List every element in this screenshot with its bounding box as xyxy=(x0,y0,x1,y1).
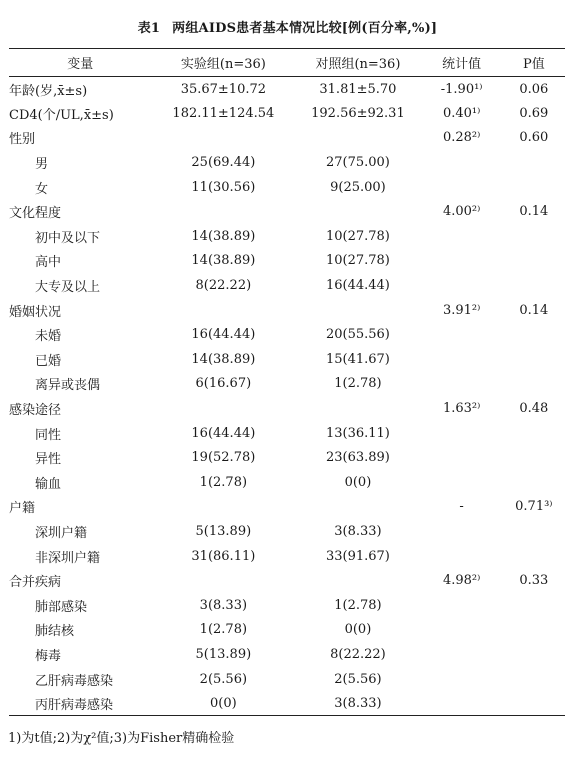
table-body xyxy=(9,77,565,716)
row-control-value: 1(2.78) xyxy=(334,376,382,392)
row-statistic-value xyxy=(421,273,503,298)
table-row xyxy=(9,249,565,274)
row-statistic-value: - xyxy=(459,499,464,515)
table-row xyxy=(9,101,565,126)
row-control-value: 23(63.89) xyxy=(325,450,390,466)
header-p-value: P值 xyxy=(503,49,565,77)
row-variable-label: 同性 xyxy=(35,427,62,443)
table-row xyxy=(9,77,565,102)
row-control-value xyxy=(295,396,420,421)
row-variable-label: 户籍 xyxy=(9,501,36,517)
table-row xyxy=(9,421,565,446)
header-variable: 变量 xyxy=(9,49,151,77)
table-row xyxy=(9,347,565,372)
table-header-row xyxy=(9,49,565,77)
row-p-value xyxy=(503,372,565,397)
table-row xyxy=(9,372,565,397)
row-statistic-value xyxy=(421,372,503,397)
row-p-value: 0.69 xyxy=(519,105,549,121)
baseline-table xyxy=(9,48,565,716)
row-variable-label: 感染途径 xyxy=(9,403,62,419)
row-variable-label: 高中 xyxy=(35,255,62,271)
row-variable-label: 女 xyxy=(35,181,49,197)
row-experimental-value: 11(30.56) xyxy=(191,179,256,195)
row-p-value xyxy=(503,470,565,495)
row-p-value xyxy=(503,445,565,470)
row-p-value: 0.14 xyxy=(519,204,549,220)
row-statistic-value xyxy=(421,322,503,347)
row-p-value xyxy=(503,642,565,667)
row-p-value xyxy=(503,347,565,372)
table-row xyxy=(9,126,565,151)
row-experimental-value: 5(13.89) xyxy=(195,646,252,662)
row-statistic-value: 4.00²⁾ xyxy=(442,204,481,220)
table-footnote: 1)为t值;2)为χ²值;3)为Fisher精确检验 xyxy=(8,731,235,746)
row-variable-label: 肺部感染 xyxy=(35,599,88,615)
row-experimental-value xyxy=(151,199,295,224)
table-row xyxy=(9,150,565,175)
row-p-value xyxy=(503,544,565,569)
table-row xyxy=(9,691,565,716)
row-experimental-value: 1(2.78) xyxy=(199,474,248,490)
row-statistic-value xyxy=(421,249,503,274)
row-experimental-value xyxy=(151,396,295,421)
row-control-value: 27(75.00) xyxy=(325,155,390,171)
row-p-value xyxy=(503,322,565,347)
header-experimental-group: 实验组(n=36) xyxy=(151,49,295,77)
row-statistic-value xyxy=(421,421,503,446)
row-p-value xyxy=(503,224,565,249)
row-statistic-value xyxy=(421,150,503,175)
table-row xyxy=(9,322,565,347)
table-number: 表1 xyxy=(137,21,161,36)
row-experimental-value: 1(2.78) xyxy=(199,622,248,638)
row-experimental-value xyxy=(151,495,295,520)
row-control-value: 10(27.78) xyxy=(325,253,390,269)
row-statistic-value: 0.40¹⁾ xyxy=(442,105,481,121)
row-experimental-value: 3(8.33) xyxy=(199,597,248,613)
row-statistic-value: 4.98²⁾ xyxy=(442,573,481,589)
row-control-value: 13(36.11) xyxy=(325,425,390,441)
row-variable-label: 文化程度 xyxy=(9,206,62,222)
row-control-value xyxy=(295,298,420,323)
row-statistic-value xyxy=(421,470,503,495)
table-row xyxy=(9,667,565,692)
row-p-value xyxy=(503,421,565,446)
row-variable-label: 婚姻状况 xyxy=(9,304,62,320)
table-row xyxy=(9,568,565,593)
header-statistic: 统计值 xyxy=(421,49,503,77)
row-variable-label: 大专及以上 xyxy=(35,280,101,296)
row-experimental-value: 19(52.78) xyxy=(191,450,256,466)
row-variable-label: 初中及以下 xyxy=(35,230,101,246)
row-control-value xyxy=(295,199,420,224)
row-control-value: 15(41.67) xyxy=(325,351,390,367)
row-statistic-value xyxy=(421,519,503,544)
row-control-value: 3(8.33) xyxy=(295,691,420,716)
row-p-value xyxy=(503,691,565,716)
row-experimental-value: 6(16.67) xyxy=(195,376,252,392)
table-row xyxy=(9,224,565,249)
row-control-value xyxy=(295,495,420,520)
row-experimental-value: 31(86.11) xyxy=(191,548,256,564)
row-control-value: 10(27.78) xyxy=(325,228,390,244)
header-control-group: 对照组(n=36) xyxy=(295,49,420,77)
row-experimental-value: 8(22.22) xyxy=(195,278,252,294)
row-variable-label: 非深圳户籍 xyxy=(35,550,101,566)
row-variable-label: 已婚 xyxy=(35,353,62,369)
row-control-value: 9(25.00) xyxy=(330,179,386,195)
table-row xyxy=(9,445,565,470)
row-statistic-value xyxy=(421,175,503,200)
row-statistic-value: 1.63²⁾ xyxy=(442,401,481,417)
row-experimental-value: 14(38.89) xyxy=(191,253,256,269)
row-control-value: 192.56±92.31 xyxy=(311,105,405,121)
table-title: 两组AIDS患者基本情况比较[例(百分率,%)] xyxy=(172,21,438,36)
row-statistic-value xyxy=(421,445,503,470)
row-variable-label: CD4(个/UL,x̄±s) xyxy=(9,107,114,123)
table-row xyxy=(9,199,565,224)
row-control-value: 20(55.56) xyxy=(325,327,390,343)
table-row xyxy=(9,593,565,618)
row-p-value: 0.33 xyxy=(519,573,549,589)
row-statistic-value xyxy=(421,618,503,643)
row-experimental-value: 0(0) xyxy=(151,691,295,716)
row-p-value xyxy=(503,519,565,544)
row-p-value: 0.48 xyxy=(519,401,549,417)
row-experimental-value: 182.11±124.54 xyxy=(172,105,275,121)
table-row xyxy=(9,273,565,298)
row-variable-label: 梅毒 xyxy=(35,648,62,664)
row-experimental-value xyxy=(151,126,295,151)
row-statistic-value: 0.28²⁾ xyxy=(442,130,481,146)
row-experimental-value: 35.67±10.72 xyxy=(180,81,267,97)
row-variable-label: 输血 xyxy=(35,476,62,492)
row-control-value: 1(2.78) xyxy=(334,597,382,613)
row-statistic-value xyxy=(421,642,503,667)
row-control-value xyxy=(295,568,420,593)
row-variable-label: 深圳户籍 xyxy=(35,525,88,541)
table-caption xyxy=(0,17,575,36)
row-p-value xyxy=(503,618,565,643)
table-row xyxy=(9,618,565,643)
row-p-value: 0.71³⁾ xyxy=(515,499,553,515)
row-control-value: 33(91.67) xyxy=(325,548,390,564)
row-p-value: 0.06 xyxy=(519,81,549,97)
row-control-value: 2(5.56) xyxy=(334,671,382,687)
row-experimental-value: 25(69.44) xyxy=(191,155,256,171)
row-statistic-value xyxy=(421,593,503,618)
row-statistic-value xyxy=(421,544,503,569)
table-row xyxy=(9,642,565,667)
row-experimental-value xyxy=(151,568,295,593)
table-row xyxy=(9,175,565,200)
row-p-value xyxy=(503,175,565,200)
row-statistic-value xyxy=(421,224,503,249)
row-statistic-value xyxy=(421,667,503,692)
row-experimental-value: 2(5.56) xyxy=(199,671,248,687)
row-variable-label: 未婚 xyxy=(35,329,62,345)
table-row xyxy=(9,544,565,569)
row-variable-label: 离异或丧偶 xyxy=(35,378,101,394)
row-variable-label: 年龄(岁,x̄±s) xyxy=(9,83,88,99)
table-row xyxy=(9,470,565,495)
row-variable-label: 男 xyxy=(35,157,49,173)
row-experimental-value: 16(44.44) xyxy=(191,327,256,343)
row-p-value xyxy=(503,249,565,274)
row-p-value xyxy=(503,593,565,618)
row-control-value: 0(0) xyxy=(344,622,372,638)
table-row xyxy=(9,396,565,421)
row-control-value: 8(22.22) xyxy=(330,646,386,662)
row-p-value: 0.14 xyxy=(519,302,549,318)
row-p-value xyxy=(503,150,565,175)
row-experimental-value: 5(13.89) xyxy=(195,523,252,539)
row-statistic-value xyxy=(421,347,503,372)
row-variable-label: 合并疾病 xyxy=(9,575,62,591)
table-row xyxy=(9,298,565,323)
row-variable-label: 肺结核 xyxy=(35,624,75,640)
row-experimental-value: 14(38.89) xyxy=(191,351,256,367)
row-p-value: 0.60 xyxy=(519,130,549,146)
row-control-value: 0(0) xyxy=(344,474,372,490)
row-statistic-value xyxy=(421,691,503,716)
row-statistic-value: 3.91²⁾ xyxy=(442,302,481,318)
row-control-value xyxy=(295,126,420,151)
row-variable-label: 性别 xyxy=(9,132,36,148)
row-control-value: 3(8.33) xyxy=(334,523,382,539)
table-row xyxy=(9,495,565,520)
row-p-value xyxy=(503,667,565,692)
row-experimental-value: 14(38.89) xyxy=(191,228,256,244)
row-experimental-value: 16(44.44) xyxy=(191,425,256,441)
row-p-value xyxy=(503,273,565,298)
row-statistic-value: -1.90¹⁾ xyxy=(440,81,483,97)
row-variable-label: 丙肝病毒感染 xyxy=(9,691,151,716)
row-variable-label: 乙肝病毒感染 xyxy=(35,673,114,689)
row-experimental-value xyxy=(151,298,295,323)
row-variable-label: 异性 xyxy=(35,452,62,468)
row-control-value: 31.81±5.70 xyxy=(319,81,397,97)
row-control-value: 16(44.44) xyxy=(325,278,390,294)
table-row xyxy=(9,519,565,544)
